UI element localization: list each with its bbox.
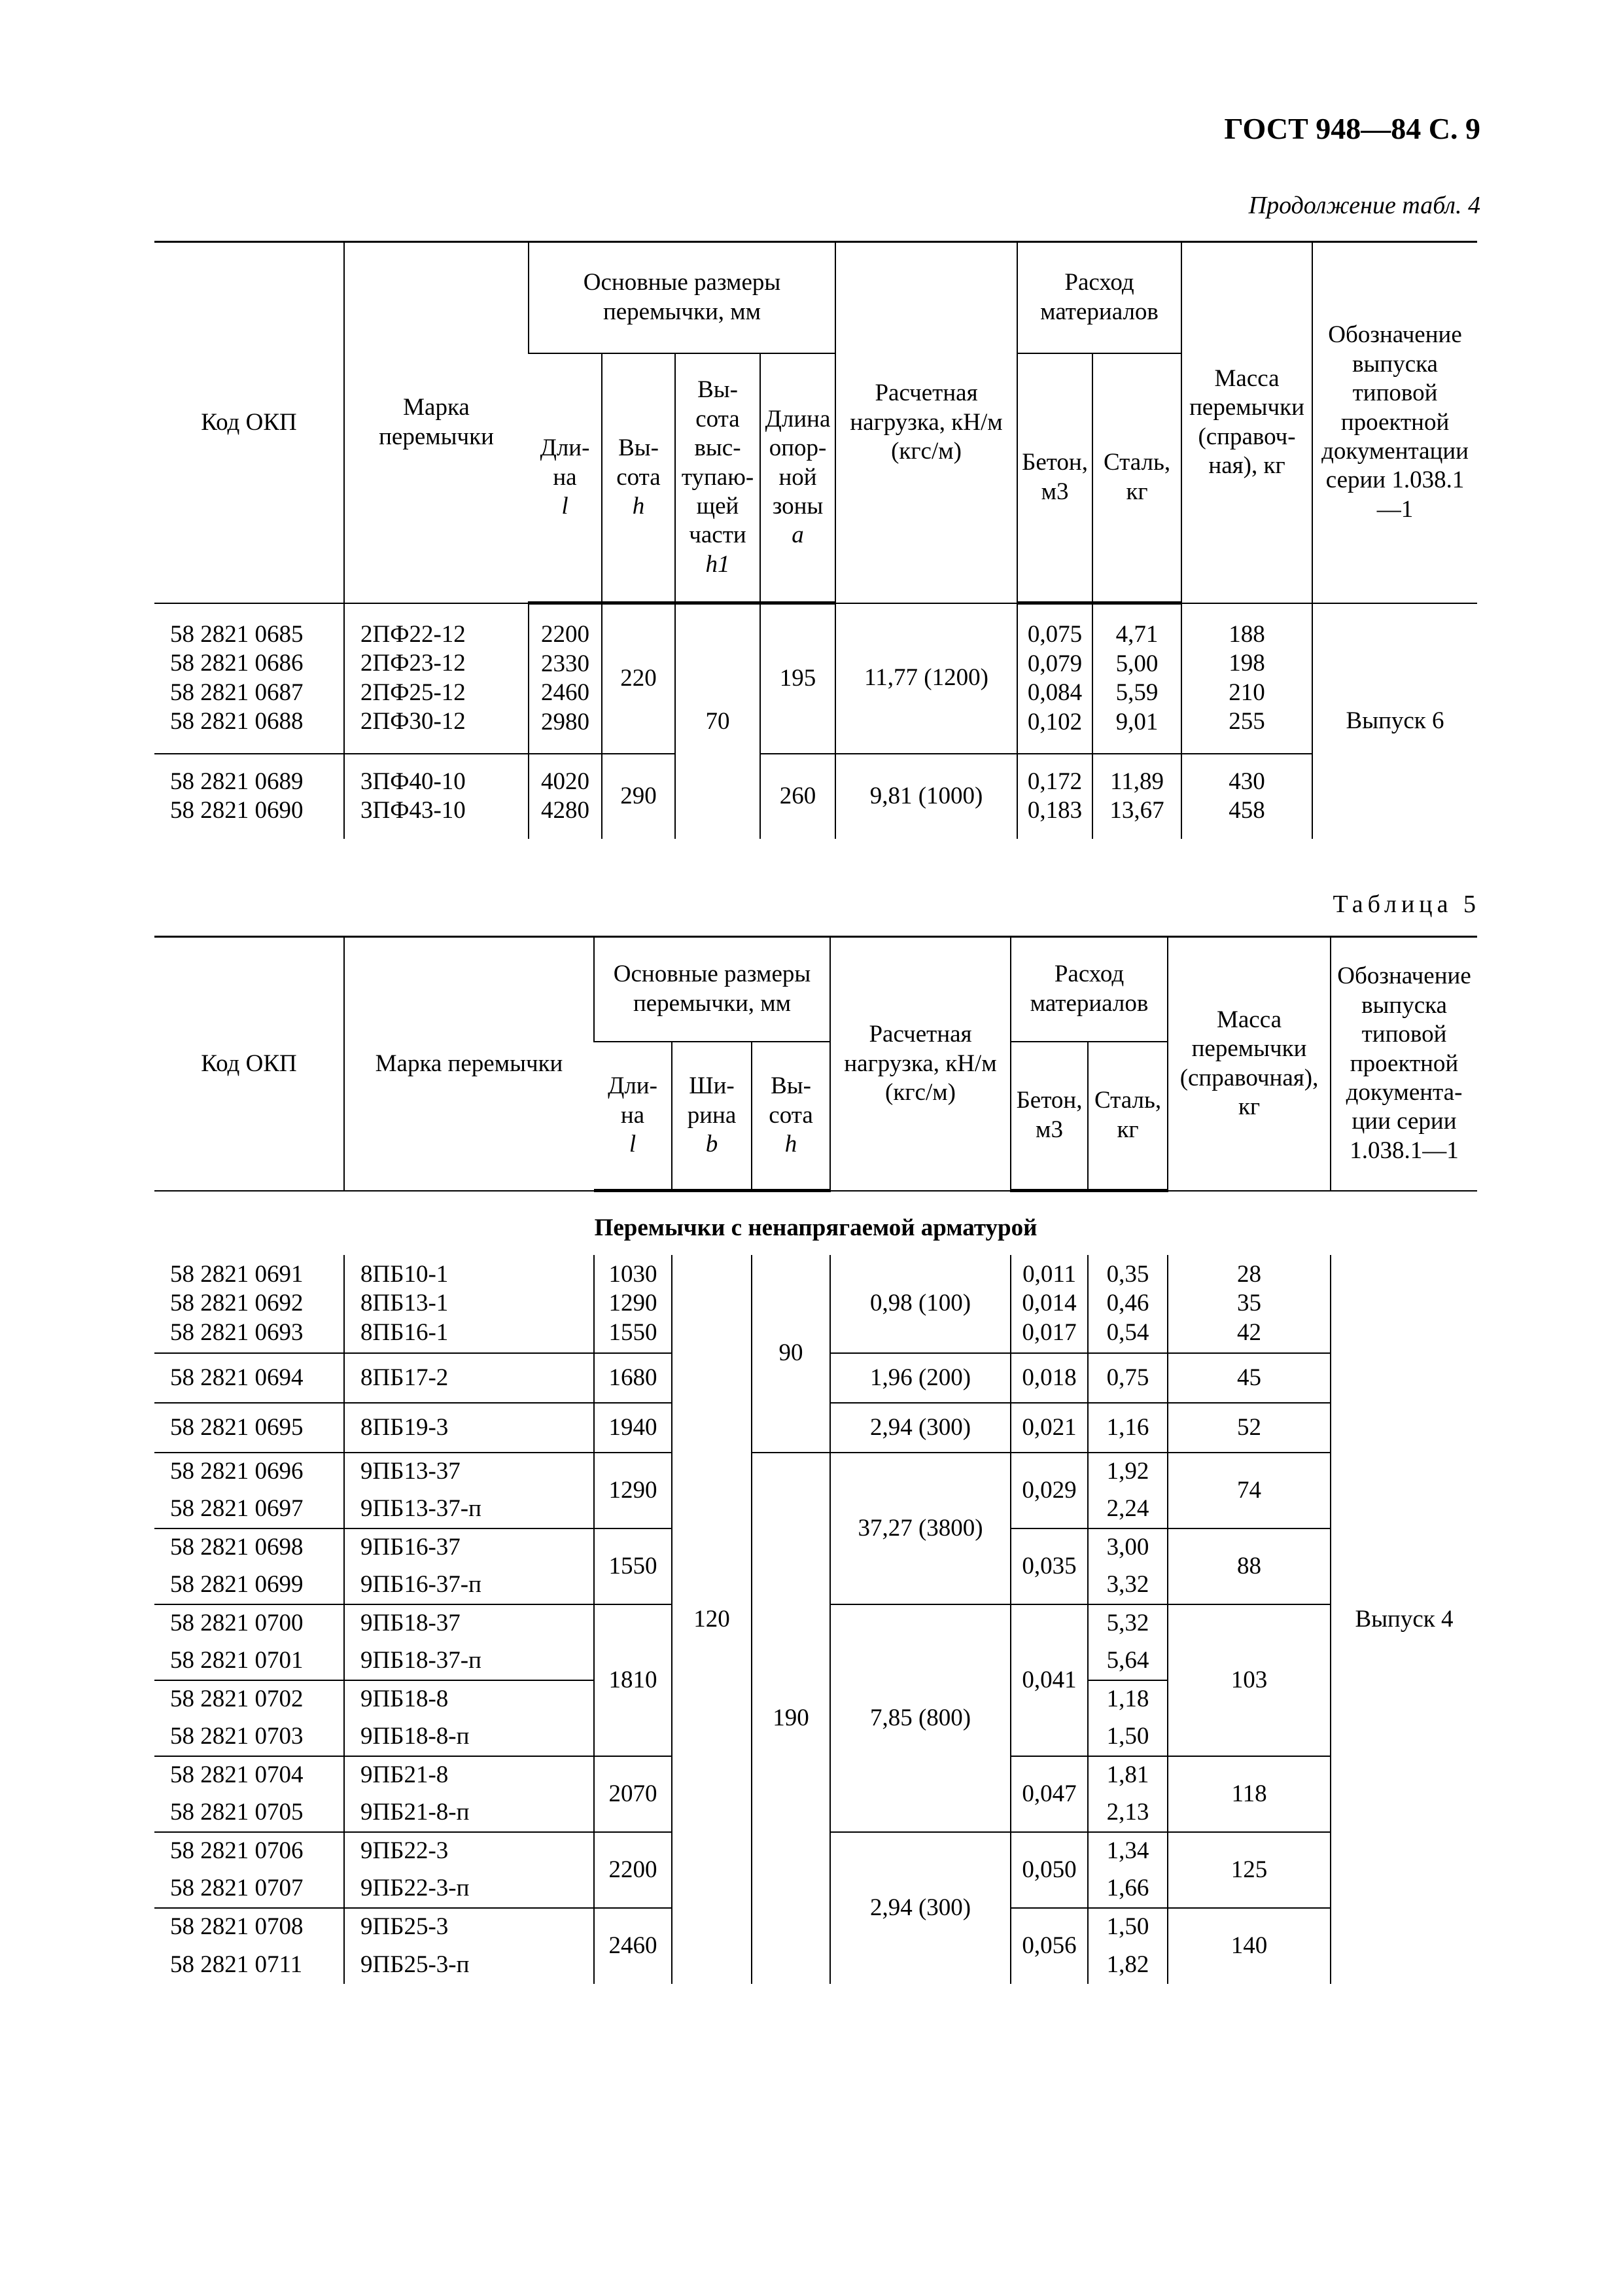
page-header: ГОСТ 948—84 С. 9 bbox=[1224, 112, 1480, 145]
load-785: 7,85 (800) bbox=[830, 1604, 1011, 1832]
mark-0700: 9ПБ18-37 bbox=[344, 1604, 594, 1642]
concrete-g4: 0,029 bbox=[1011, 1453, 1088, 1528]
marks-group-1: 2ПФ22-12 2ПФ23-12 2ПФ25-12 2ПФ30-12 bbox=[344, 603, 529, 754]
code-0703: 58 2821 0703 bbox=[170, 1723, 304, 1750]
length-g4: 1290 bbox=[594, 1453, 672, 1528]
header-width: Ши-рина b bbox=[672, 1042, 752, 1191]
code-0698: 58 2821 0698 bbox=[154, 1528, 344, 1566]
mass-group-2: 430 458 bbox=[1181, 754, 1312, 839]
mark-0708: 9ПБ25-3 bbox=[344, 1908, 594, 1946]
steel-0703: 1,50 bbox=[1088, 1718, 1168, 1756]
mark-0697: 9ПБ13-37-п bbox=[344, 1491, 594, 1528]
mass-g67: 103 bbox=[1168, 1604, 1331, 1756]
header-mass: Масса перемычки (справоч-ная), кг bbox=[1181, 242, 1312, 603]
concrete-g1: 0,011 0,014 0,017 bbox=[1011, 1255, 1088, 1353]
header-projection-height: Вы-сота выс-тупаю-щей части h1 bbox=[675, 353, 760, 603]
header-materials: Расход материалов bbox=[1017, 242, 1181, 353]
steel-group-2: 11,89 13,67 bbox=[1092, 754, 1181, 839]
header-height: Вы-сота h bbox=[602, 353, 675, 603]
code-0696: 58 2821 0696 bbox=[154, 1453, 344, 1491]
code-g3: 58 2821 0695 bbox=[154, 1403, 344, 1453]
projection-height: 70 bbox=[675, 603, 760, 839]
code-0699: 58 2821 0699 bbox=[170, 1571, 304, 1598]
codes-group-2: 58 2821 0689 58 2821 0690 bbox=[154, 754, 344, 839]
table-4 bbox=[154, 241, 1477, 839]
lengths-group-2: 4020 4280 bbox=[529, 754, 602, 839]
header-code: Код ОКП bbox=[154, 242, 344, 603]
header-code: Код ОКП bbox=[154, 937, 344, 1191]
table-5 bbox=[154, 936, 1477, 1984]
steel-0700: 5,32 bbox=[1088, 1604, 1168, 1642]
mass-g4: 74 bbox=[1168, 1453, 1331, 1528]
steel-0701: 5,64 bbox=[1088, 1642, 1168, 1680]
marks-g1: 8ПБ10-1 8ПБ13-1 8ПБ16-1 bbox=[344, 1255, 594, 1353]
load-g3: 2,94 (300) bbox=[830, 1403, 1011, 1453]
table-5-caption: Таблица 5 bbox=[1333, 891, 1480, 918]
mark-0711: 9ПБ25-3-п bbox=[344, 1946, 594, 1984]
concrete-g8: 0,047 bbox=[1011, 1756, 1088, 1832]
mass-g2: 45 bbox=[1168, 1353, 1331, 1403]
mark-0699: 9ПБ16-37-п bbox=[344, 1566, 594, 1604]
header-concrete: Бетон, м3 bbox=[1017, 353, 1092, 603]
header-dimensions: Основные размеры перемычки, мм bbox=[529, 242, 835, 353]
header-mark: Марка перемычки bbox=[344, 937, 594, 1191]
length-g10: 2460 bbox=[594, 1908, 672, 1984]
mark-0701: 9ПБ18-37-п bbox=[344, 1642, 594, 1680]
issue-cell: Выпуск 4 bbox=[1331, 1255, 1477, 1984]
load-group-2: 9,81 (1000) bbox=[835, 754, 1017, 839]
steel-0697: 2,24 bbox=[1088, 1491, 1168, 1528]
height-190: 190 bbox=[752, 1453, 830, 1984]
mark-0696: 9ПБ13-37 bbox=[344, 1453, 594, 1491]
code-0702: 58 2821 0702 bbox=[154, 1680, 344, 1718]
code-0711: 58 2821 0711 bbox=[170, 1951, 303, 1978]
mass-g10: 140 bbox=[1168, 1908, 1331, 1984]
mark-g3: 8ПБ19-3 bbox=[344, 1403, 594, 1453]
height-group-1: 220 bbox=[602, 603, 675, 754]
code-0707: 58 2821 0707 bbox=[170, 1875, 304, 1902]
mark-0702: 9ПБ18-8 bbox=[344, 1680, 594, 1718]
header-mass: Масса перемычки (справочная), кг bbox=[1168, 937, 1331, 1191]
code-0697: 58 2821 0697 bbox=[170, 1495, 304, 1523]
mass-g8: 118 bbox=[1168, 1756, 1331, 1832]
mark-0698: 9ПБ16-37 bbox=[344, 1528, 594, 1566]
length-g8: 2070 bbox=[594, 1756, 672, 1832]
table-continuation-label: Продолжение табл. 4 bbox=[1248, 192, 1480, 219]
concrete-g10: 0,056 bbox=[1011, 1908, 1088, 1984]
mark-0707: 9ПБ22-3-п bbox=[344, 1870, 594, 1908]
header-length: Дли-на l bbox=[594, 1042, 672, 1191]
header-issue: Обозначение выпуска типовой проектной документации серии 1.038.1—1 bbox=[1312, 242, 1477, 603]
height-90: 90 bbox=[752, 1255, 830, 1453]
codes-g1: 58 2821 0691 58 2821 0692 58 2821 0693 bbox=[170, 1260, 304, 1346]
concrete-g5: 0,035 bbox=[1011, 1528, 1088, 1604]
load-37: 37,27 (3800) bbox=[830, 1453, 1011, 1604]
width-cell: 120 bbox=[672, 1255, 752, 1984]
length-g5: 1550 bbox=[594, 1528, 672, 1604]
steel-0707: 1,66 bbox=[1088, 1870, 1168, 1908]
header-issue: Обозначение выпуска типовой проектной документа-ции серии 1.038.1—1 bbox=[1331, 937, 1477, 1191]
header-length: Дли-на l bbox=[529, 353, 602, 603]
header-materials: Расход материалов bbox=[1011, 937, 1168, 1042]
concrete-group-2: 0,172 0,183 bbox=[1017, 754, 1092, 839]
code-0701: 58 2821 0701 bbox=[170, 1647, 304, 1674]
header-load: Расчетная нагрузка, кН/м (кгс/м) bbox=[830, 937, 1011, 1191]
mark-0704: 9ПБ21-8 bbox=[344, 1756, 594, 1794]
mark-0703: 9ПБ18-8-п bbox=[344, 1718, 594, 1756]
mark-g2: 8ПБ17-2 bbox=[344, 1353, 594, 1403]
code-0700: 58 2821 0700 bbox=[154, 1604, 344, 1642]
length-g9: 2200 bbox=[594, 1832, 672, 1908]
steel-0708: 1,50 bbox=[1088, 1908, 1168, 1946]
steel-0699: 3,32 bbox=[1088, 1566, 1168, 1604]
concrete-g3: 0,021 bbox=[1011, 1403, 1088, 1453]
concrete-g2: 0,018 bbox=[1011, 1353, 1088, 1403]
mass-g5: 88 bbox=[1168, 1528, 1331, 1604]
steel-g1: 0,35 0,46 0,54 bbox=[1088, 1255, 1168, 1353]
code-0706: 58 2821 0706 bbox=[154, 1832, 344, 1870]
concrete-group-1: 0,075 0,079 0,084 0,102 bbox=[1017, 603, 1092, 754]
steel-0696: 1,92 bbox=[1088, 1453, 1168, 1491]
mass-g1: 28 35 42 bbox=[1168, 1255, 1331, 1353]
load-group-1: 11,77 (1200) bbox=[835, 603, 1017, 754]
steel-0711: 1,82 bbox=[1088, 1946, 1168, 1984]
marks-group-2: 3ПФ40-10 3ПФ43-10 bbox=[344, 754, 529, 839]
length-g3: 1940 bbox=[594, 1403, 672, 1453]
header-steel: Сталь, кг bbox=[1092, 353, 1181, 603]
steel-0706: 1,34 bbox=[1088, 1832, 1168, 1870]
lengths-g1: 1030 1290 1550 bbox=[594, 1255, 672, 1353]
header-support-length: Длина опор-ной зоны a bbox=[760, 353, 835, 603]
code-0705: 58 2821 0705 bbox=[170, 1799, 304, 1826]
steel-0705: 2,13 bbox=[1088, 1794, 1168, 1832]
codes-group-1: 58 2821 0685 58 2821 0686 58 2821 0687 58 2821 0688 bbox=[170, 620, 304, 735]
issue-cell: Выпуск 6 bbox=[1312, 603, 1477, 839]
length-g2: 1680 bbox=[594, 1353, 672, 1403]
section-heading: Перемычки с ненапрягаемой арматурой bbox=[594, 1214, 1038, 1241]
concrete-g67: 0,041 bbox=[1011, 1604, 1088, 1756]
steel-g2: 0,75 bbox=[1088, 1353, 1168, 1403]
load-g2: 1,96 (200) bbox=[830, 1353, 1011, 1403]
mark-0706: 9ПБ22-3 bbox=[344, 1832, 594, 1870]
code-0708: 58 2821 0708 bbox=[154, 1908, 344, 1946]
steel-0704: 1,81 bbox=[1088, 1756, 1168, 1794]
mass-g9: 125 bbox=[1168, 1832, 1331, 1908]
header-concrete: Бетон, м3 bbox=[1011, 1042, 1088, 1191]
concrete-g9: 0,050 bbox=[1011, 1832, 1088, 1908]
load-g1: 0,98 (100) bbox=[830, 1255, 1011, 1353]
height-group-2: 290 bbox=[602, 754, 675, 839]
load-294: 2,94 (300) bbox=[830, 1832, 1011, 1984]
header-mark: Марка перемычки bbox=[344, 242, 529, 603]
steel-group-1: 4,71 5,00 5,59 9,01 bbox=[1092, 603, 1181, 754]
steel-0698: 3,00 bbox=[1088, 1528, 1168, 1566]
mass-g3: 52 bbox=[1168, 1403, 1331, 1453]
steel-g3: 1,16 bbox=[1088, 1403, 1168, 1453]
header-height: Вы-сота h bbox=[752, 1042, 830, 1191]
code-g2: 58 2821 0694 bbox=[154, 1353, 344, 1403]
header-load: Расчетная нагрузка, кН/м (кгс/м) bbox=[835, 242, 1017, 603]
header-steel: Сталь, кг bbox=[1088, 1042, 1168, 1191]
code-0704: 58 2821 0704 bbox=[154, 1756, 344, 1794]
mass-group-1: 188 198 210 255 bbox=[1181, 603, 1312, 754]
steel-0702: 1,18 bbox=[1088, 1680, 1168, 1718]
length-g67: 1810 bbox=[594, 1604, 672, 1756]
header-dimensions: Основные размеры перемычки, мм bbox=[594, 937, 830, 1042]
support-group-1: 195 bbox=[760, 603, 835, 754]
support-group-2: 260 bbox=[760, 754, 835, 839]
mark-0705: 9ПБ21-8-п bbox=[344, 1794, 594, 1832]
lengths-group-1: 2200 2330 2460 2980 bbox=[529, 603, 602, 754]
